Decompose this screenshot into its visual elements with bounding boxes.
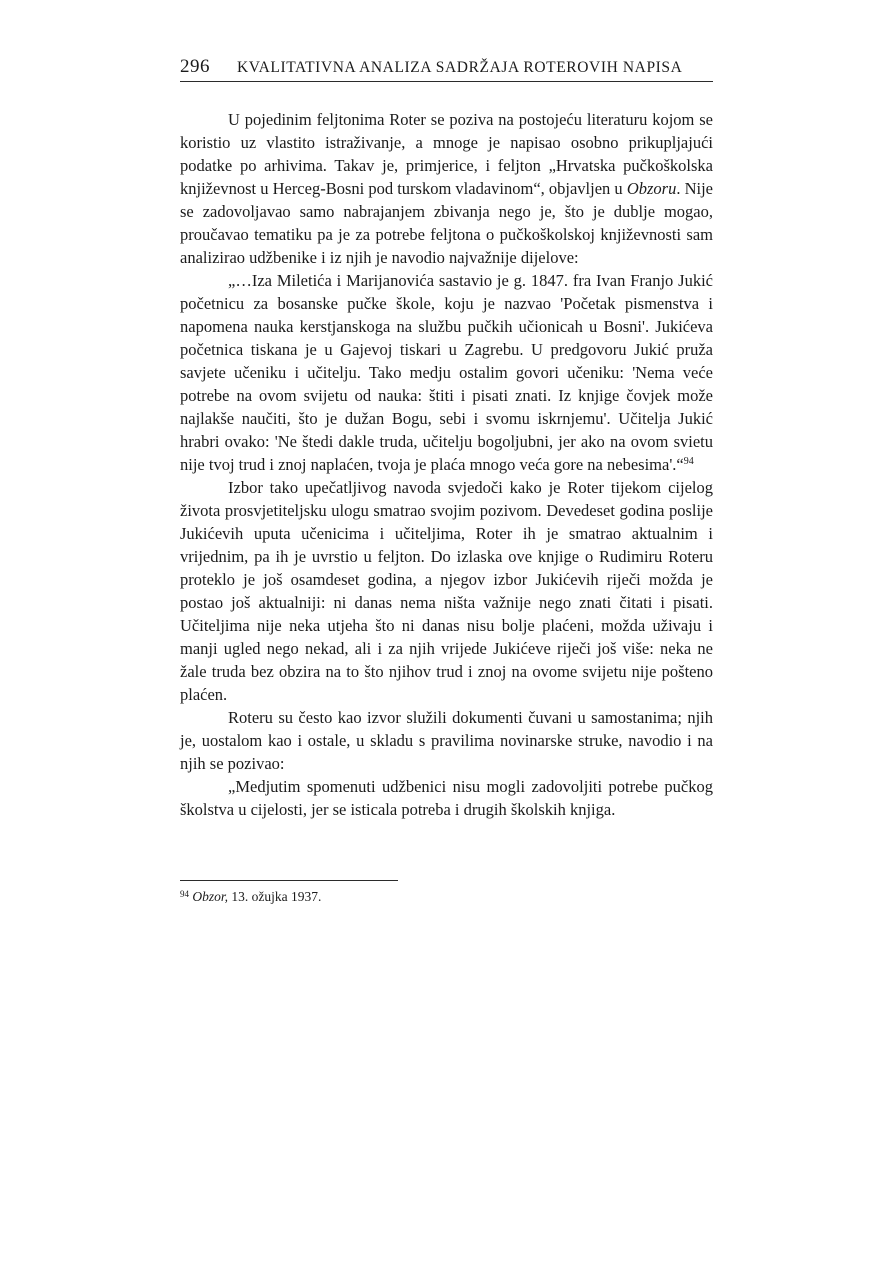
body-text <box>180 108 713 821</box>
text-run: „…Iza Miletića i Marijanovića sastavio je g. 1847. fra Ivan Franjo Jukić početnicu za bosanske pučke škole, koju je nazvao 'Početak pismenstva i napomena nauka kerstjanskoga na službu pučkih učionicah u Bosni'. Jukićeva početnica tiskana je u Gajevoj tiskari u Zagrebu. U predgovoru Jukić pruža savjete učeniku i učitelju. Tako medju ostalim govori učeniku: 'Nema veće potrebe na ovom svijetu od nauka: štiti i pisati znati. Iz knjige čovjek može najlakše naučiti, što je dužan Bogu, sebi i svomu iskrnjemu'. Učitelja Jukić hrabri ovako: 'Ne štedi dakle truda, učitelju bogoljubni, jer ako na ovom svietu nije tvoj trud i znoj naplaćen, tvoja je plaća mnogo veća gore na nebesima'.“ <box>180 271 713 474</box>
italic-text: Obzoru <box>626 179 677 198</box>
text-run: Izbor tako upečatljivog navoda svjedoči kako je Roter tijekom cijelog života prosvjetiteljsku ulogu smatrao svojim pozivom. Devedeset godina poslije Jukićevih uputa učenicima i učiteljima, Roter ih je smatrao aktualnim i vrijednim, pa ih je uvrstio u feljton. Do izlaska ove knjige o Rudimiru Roteru proteklo je još osamdeset godina, a njegov izbor Jukićevih riječi možda je postao još aktualniji: ni danas nema ništa važnije nego znati čitati i pisati. Učiteljima nije neka utjeha što ni danas nisu bolje plaćeni, možda uživaju i manji ugled nego nekad, ali i za njih vrijede Jukićeve riječi još više: neka ne žale truda bez obzira na to što njihov trud i znoj na ovome svijetu nije pošteno plaćen. <box>180 478 713 704</box>
footnote-separator <box>180 880 398 881</box>
paragraph <box>180 108 713 269</box>
text-run: 13. ožujka 1937. <box>228 889 322 904</box>
paragraph <box>180 476 713 706</box>
text-run: U pojedinim feljtonima Roter se poziva na postojeću literaturu kojom se koristio uz vlastito istraživanje, a mnoge je napisao osobno prikupljajući podatke po arhivima. Takav je, primjerice, i feljton „Hrvatska pučkoškolska književnost u Herceg-Bosni pod turskom vladavinom“, objavljen u <box>180 110 713 198</box>
footnote-area <box>180 880 713 906</box>
page-header <box>180 56 713 82</box>
footnote <box>180 888 713 906</box>
text-block <box>180 56 713 821</box>
running-title: KVALITATIVNA ANALIZA SADRŽAJA ROTEROVIH NAPISA <box>237 59 683 76</box>
text-run: . Nije se zadovoljavao samo nabrajanjem zbivanja nego je, što je dublje mogao, proučavao tematiku pa je za potrebe feljtona o pučkoškolskoj književnosti sam analizirao udžbenike i iz njih je navodio najvažnije dijelove: <box>180 179 713 267</box>
text-run: Roteru su često kao izvor služili dokumenti čuvani u samostanima; njih je, uostalom kao i ostale, u skladu s pravilima novinarske struke, navodio i na njih se pozivao: <box>180 708 713 773</box>
text-run: „Medjutim spomenuti udžbenici nisu mogli zadovoljiti potrebe pučkog školstva u cijelosti, jer se isticala potreba i drugih školskih knjiga. <box>180 777 713 819</box>
page-number: 296 <box>180 56 210 77</box>
paragraph <box>180 269 713 476</box>
footnote-ref: 94 <box>180 889 189 899</box>
paragraph <box>180 706 713 775</box>
footnote-ref: 94 <box>683 456 694 467</box>
paragraph <box>180 775 713 821</box>
italic-text: Obzor, <box>192 889 229 904</box>
